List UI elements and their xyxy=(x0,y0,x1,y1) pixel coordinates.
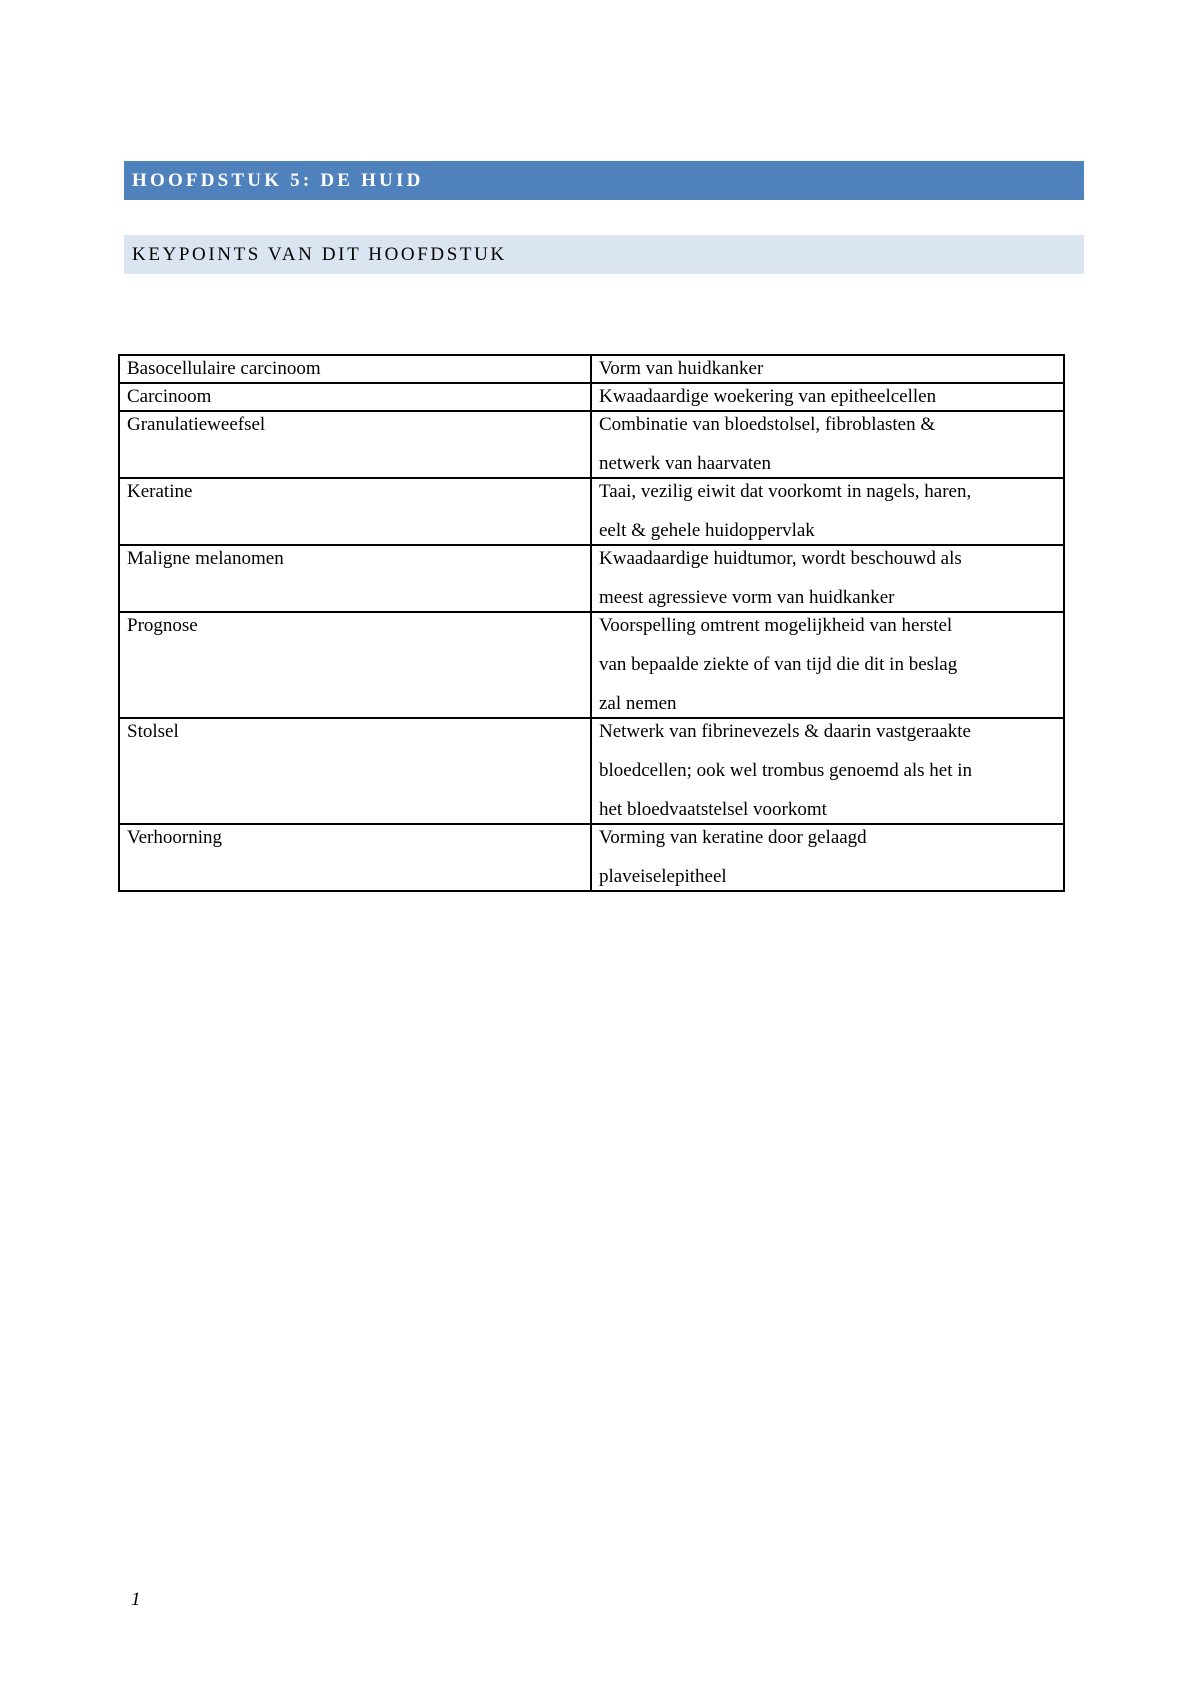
table-row xyxy=(119,383,1064,411)
definition-cell xyxy=(591,824,1064,891)
table-row xyxy=(119,612,1064,718)
definition-cell xyxy=(591,612,1064,718)
definition-line: Kwaadaardige woekering van epitheelcellen xyxy=(599,386,937,407)
table-row xyxy=(119,718,1064,824)
definition-line: Kwaadaardige huidtumor, wordt beschouwd als xyxy=(599,548,962,569)
definition-line: van bepaalde ziekte of van tijd die dit in beslag xyxy=(599,654,958,675)
definition-cell xyxy=(591,718,1064,824)
term-cell: Maligne melanomen xyxy=(119,545,591,612)
term-cell: Verhoorning xyxy=(119,824,591,891)
definition-line: Netwerk van fibrinevezels & daarin vastgeraakte xyxy=(599,721,971,742)
definition-line: Combinatie van bloedstolsel, fibroblasten & xyxy=(599,414,936,435)
table-row xyxy=(119,355,1064,383)
term-cell: Prognose xyxy=(119,612,591,718)
definition-cell xyxy=(591,411,1064,478)
table-row xyxy=(119,478,1064,545)
table-row xyxy=(119,824,1064,891)
definition-line: het bloedvaatstelsel voorkomt xyxy=(599,799,827,820)
definition-cell xyxy=(591,545,1064,612)
definition-line: eelt & gehele huidoppervlak xyxy=(599,520,815,541)
term-cell: Stolsel xyxy=(119,718,591,824)
definition-cell xyxy=(591,478,1064,545)
term-cell: Granulatieweefsel xyxy=(119,411,591,478)
page-number: 1 xyxy=(131,1589,141,1610)
table-row xyxy=(119,545,1064,612)
definition-line: bloedcellen; ook wel trombus genoemd als het in xyxy=(599,760,973,781)
keypoints-table-body xyxy=(119,355,1064,891)
definition-line: Taai, vezilig eiwit dat voorkomt in nagels, haren, xyxy=(599,481,972,502)
definition-cell xyxy=(591,383,1064,411)
definition-line: zal nemen xyxy=(599,693,677,714)
definition-cell xyxy=(591,355,1064,383)
term-cell: Basocellulaire carcinoom xyxy=(119,355,591,383)
definition-line: Vorming van keratine door gelaagd xyxy=(599,827,867,848)
table-row xyxy=(119,411,1064,478)
definition-line: Vorm van huidkanker xyxy=(599,358,764,379)
definition-line: plaveiselepitheel xyxy=(599,866,727,887)
definition-line: meest agressieve vorm van huidkanker xyxy=(599,587,895,608)
definition-line: Voorspelling omtrent mogelijkheid van herstel xyxy=(599,615,953,636)
section-heading-bar xyxy=(124,235,1084,274)
chapter-heading: HOOFDSTUK 5: DE HUID xyxy=(132,169,424,191)
term-cell: Keratine xyxy=(119,478,591,545)
term-cell: Carcinoom xyxy=(119,383,591,411)
chapter-heading-bar xyxy=(124,161,1084,200)
section-heading: KEYPOINTS VAN DIT HOOFDSTUK xyxy=(132,243,507,265)
definition-line: netwerk van haarvaten xyxy=(599,453,771,474)
keypoints-table xyxy=(118,354,1065,892)
